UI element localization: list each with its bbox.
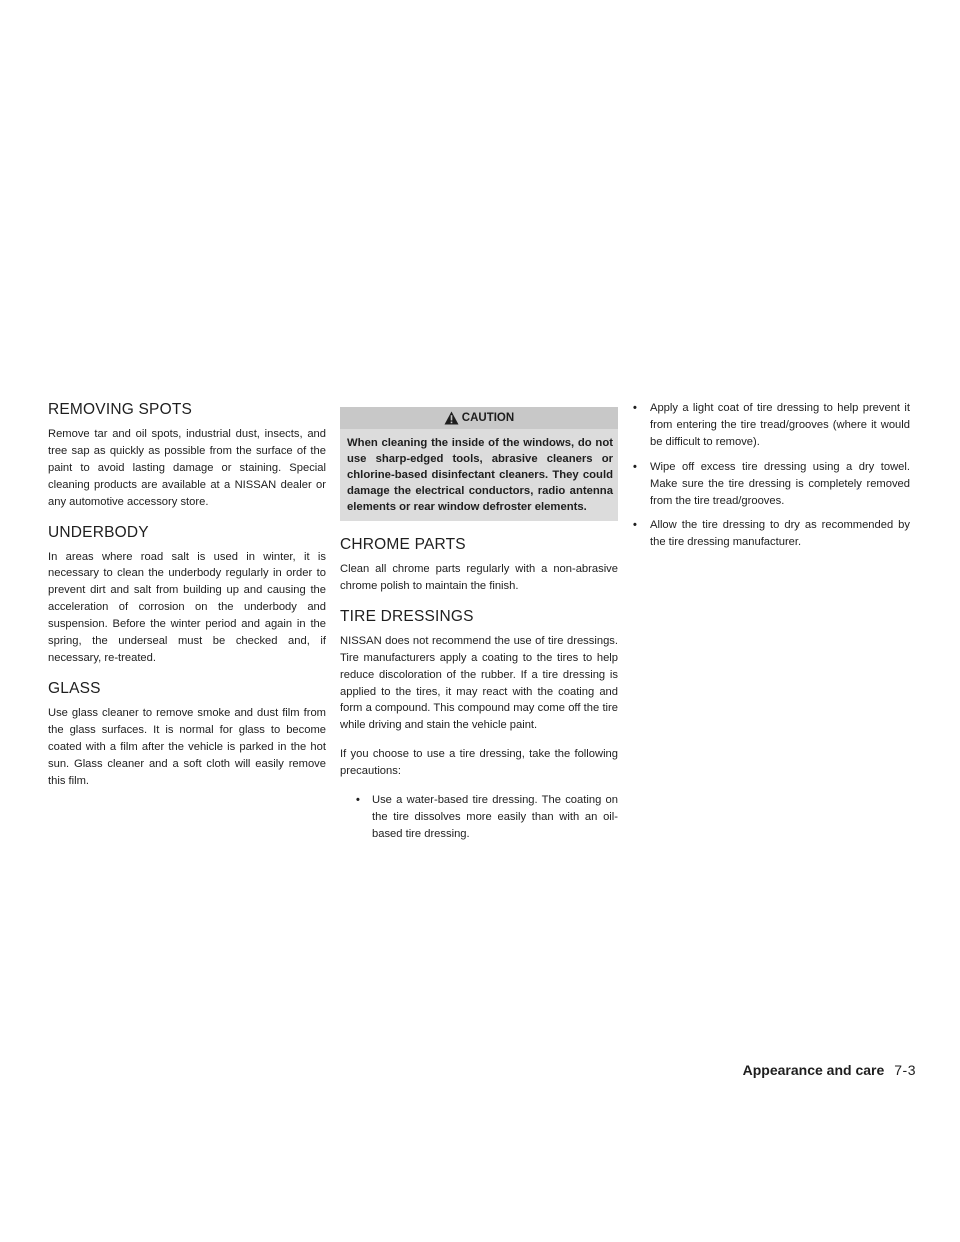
list-item — [632, 400, 910, 451]
warning-triangle-icon — [444, 411, 459, 425]
list-item — [632, 517, 910, 551]
tire-dressing-precautions-list-continued — [632, 400, 910, 551]
section-title: Appearance and care — [742, 1062, 885, 1078]
caution-text: When cleaning the inside of the windows, do not use sharp-edged tools, abrasive cleaners or chlorine-based disinfectant cleaners. They could damage the electrical conductors, radio antenna elements or rear window defroster elements. — [347, 437, 613, 513]
list-item — [340, 792, 618, 843]
tire-dressings-heading: TIRE DRESSINGS — [340, 607, 474, 625]
tire-dressings-precautions-intro: If you choose to use a tire dressing, take the following precautions: — [340, 748, 618, 778]
list-item — [632, 459, 910, 510]
bullet-icon: • — [633, 519, 637, 532]
bullet-icon: • — [633, 402, 637, 414]
bullet-icon: • — [633, 460, 637, 473]
list-item-text: Apply a light coat of tire dressing to help prevent it from entering the tire tread/grooves (where it would be difficult to remove). — [650, 402, 910, 448]
page-number: 7-3 — [894, 1062, 916, 1078]
glass-text: Use glass cleaner to remove smoke and dust film from the glass surfaces. It is normal for glass to become coated with a film after the vehicle is parked in the hot sun. Glass cleaner and a soft cloth will easily remove this film. — [48, 706, 326, 787]
glass-heading: GLASS — [48, 679, 101, 697]
bullet-icon: • — [356, 794, 360, 807]
underbody-text: In areas where road salt is used in winter, it is necessary to clean the underbody regularly in order to prevent dirt and salt from building up and causing the acceleration of corrosion on the underbody and suspension. Before the winter period and again in the spring, the underseal must be checked and, if necessary, re-treated. — [48, 550, 326, 664]
column-middle — [340, 400, 618, 851]
underbody-heading: UNDERBODY — [48, 523, 149, 541]
list-item-text: Use a water-based tire dressing. The coating on the tire dissolves more easily than with an oil-based tire dressing. — [372, 794, 618, 840]
list-item-text: Wipe off excess tire dressing using a dry towel. Make sure the tire dressing is completely removed from the tire tread/grooves. — [650, 460, 910, 507]
chrome-parts-text: Clean all chrome parts regularly with a non-abrasive chrome polish to maintain the finish. — [340, 563, 618, 592]
chrome-parts-heading: CHROME PARTS — [340, 536, 466, 553]
page-footer — [743, 1062, 916, 1078]
caution-header — [340, 407, 618, 429]
tire-dressings-text: NISSAN does not recommend the use of tire dressings. Tire manufacturers apply a coating to the tires to help reduce discoloration of the rubber. If a tire dressing is applied to the tires, it may react with the coating and form a compound. This compound may come off the tire while driving and stain the vehicle paint. — [340, 634, 618, 732]
tire-dressing-precautions-list — [340, 792, 618, 843]
list-item-text: Allow the tire dressing to dry as recommended by the tire dressing manufacturer. — [650, 519, 910, 549]
caution-box — [340, 407, 618, 521]
caution-label: CAUTION — [461, 412, 515, 424]
removing-spots-heading: REMOVING SPOTS — [48, 401, 193, 418]
removing-spots-text: Remove tar and oil spots, industrial dust, insects, and tree sap as quickly as possible from the surface of the paint to avoid lasting damage or staining. Special cleaning products are available at a NISSAN dealer or any automotive accessory store. — [48, 428, 326, 508]
column-right — [632, 400, 910, 559]
column-left — [48, 400, 326, 801]
